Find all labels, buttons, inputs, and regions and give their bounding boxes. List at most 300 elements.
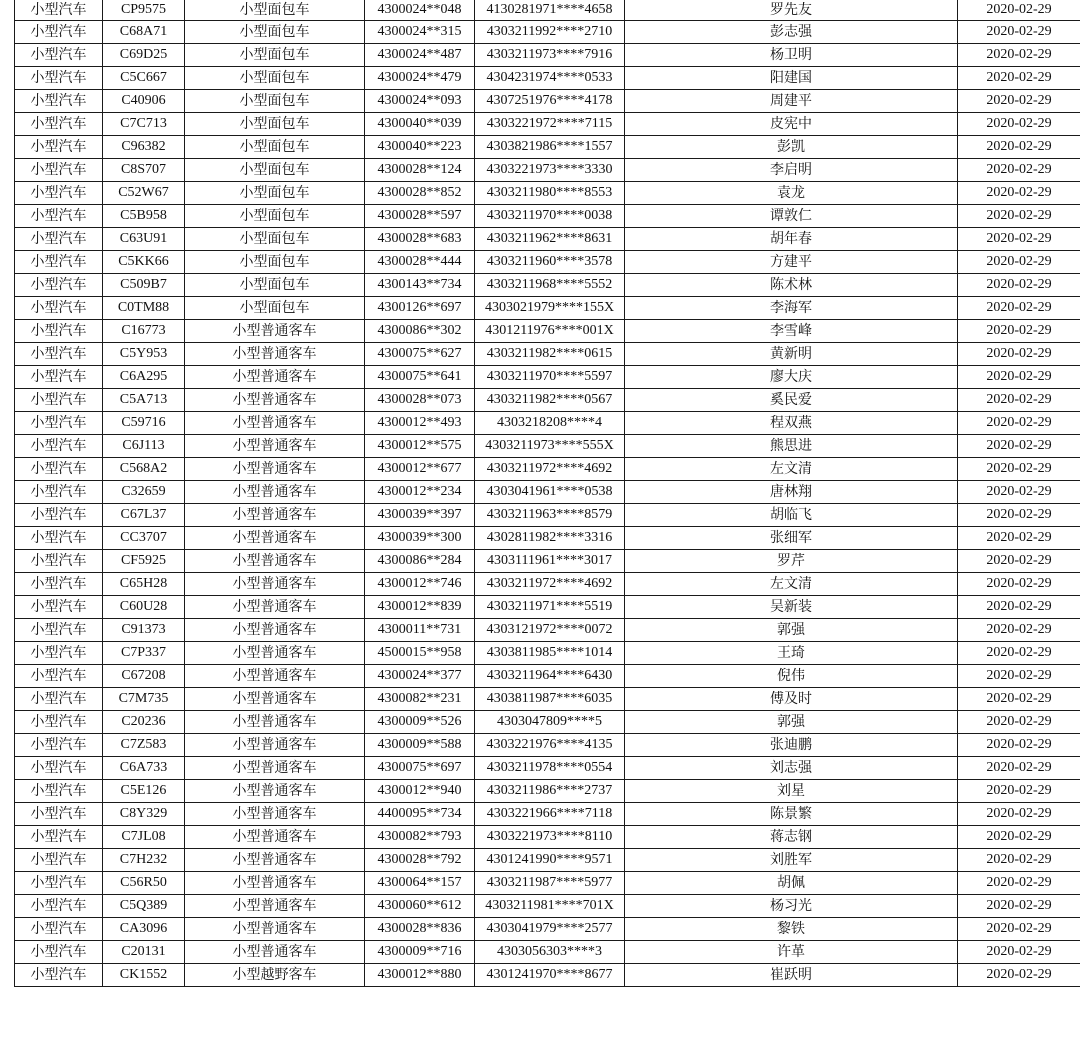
plate-number-cell: C6A295: [103, 366, 185, 389]
document-number-cell: 4300009**716: [365, 941, 475, 964]
document-number-cell: 4300040**039: [365, 113, 475, 136]
id-number-cell: 4303121972****0072: [475, 619, 625, 642]
plate-number-cell: C16773: [103, 320, 185, 343]
plate-number-cell: C67L37: [103, 504, 185, 527]
plate-number-cell: C7H232: [103, 849, 185, 872]
vehicle-type-cell: 小型面包车: [185, 159, 365, 182]
vehicle-type-cell: 小型普通客车: [185, 573, 365, 596]
table-row: [15, 458, 1080, 481]
vehicle-class-cell: 小型汽车: [15, 343, 103, 366]
date-cell: 2020-02-29: [958, 435, 1080, 458]
document-number-cell: 4300024**315: [365, 21, 475, 44]
document-number-cell: 4300028**073: [365, 389, 475, 412]
vehicle-class-cell: 小型汽车: [15, 573, 103, 596]
date-cell: 2020-02-29: [958, 320, 1080, 343]
vehicle-type-cell: 小型普通客车: [185, 366, 365, 389]
owner-name-cell: 刘星: [625, 780, 958, 803]
document-number-cell: 4300012**746: [365, 573, 475, 596]
vehicle-type-cell: 小型面包车: [185, 136, 365, 159]
plate-number-cell: C91373: [103, 619, 185, 642]
document-number-cell: 4500015**958: [365, 642, 475, 665]
table-row: [15, 0, 1080, 21]
owner-name-cell: 程双燕: [625, 412, 958, 435]
plate-number-cell: C32659: [103, 481, 185, 504]
date-cell: 2020-02-29: [958, 113, 1080, 136]
vehicle-record-table: [14, 0, 1080, 987]
table-row: [15, 113, 1080, 136]
table-row: [15, 872, 1080, 895]
owner-name-cell: 胡年春: [625, 228, 958, 251]
document-number-cell: 4300024**487: [365, 44, 475, 67]
document-number-cell: 4400095**734: [365, 803, 475, 826]
vehicle-class-cell: 小型汽车: [15, 711, 103, 734]
table-row: [15, 757, 1080, 780]
vehicle-class-cell: 小型汽车: [15, 274, 103, 297]
owner-name-cell: 陈景繁: [625, 803, 958, 826]
table-row: [15, 573, 1080, 596]
plate-number-cell: CK1552: [103, 964, 185, 987]
table-row: [15, 918, 1080, 941]
id-number-cell: 4303111961****3017: [475, 550, 625, 573]
date-cell: 2020-02-29: [958, 90, 1080, 113]
vehicle-class-cell: 小型汽车: [15, 918, 103, 941]
plate-number-cell: CF5925: [103, 550, 185, 573]
vehicle-type-cell: 小型面包车: [185, 205, 365, 228]
plate-number-cell: C5Q389: [103, 895, 185, 918]
owner-name-cell: 吴新装: [625, 596, 958, 619]
vehicle-class-cell: 小型汽车: [15, 688, 103, 711]
id-number-cell: 4307251976****4178: [475, 90, 625, 113]
table-row: [15, 964, 1080, 987]
document-number-cell: 4300012**575: [365, 435, 475, 458]
table-row: [15, 481, 1080, 504]
id-number-cell: 4303211972****4692: [475, 458, 625, 481]
vehicle-type-cell: 小型普通客车: [185, 389, 365, 412]
id-number-cell: 4303211972****4692: [475, 573, 625, 596]
document-number-cell: 4300009**526: [365, 711, 475, 734]
owner-name-cell: 胡佩: [625, 872, 958, 895]
document-number-cell: 4300012**493: [365, 412, 475, 435]
vehicle-type-cell: 小型普通客车: [185, 550, 365, 573]
document-number-cell: 4300024**048: [365, 0, 475, 21]
plate-number-cell: C69D25: [103, 44, 185, 67]
vehicle-class-cell: 小型汽车: [15, 803, 103, 826]
table-row: [15, 366, 1080, 389]
date-cell: 2020-02-29: [958, 458, 1080, 481]
table-row: [15, 44, 1080, 67]
document-number-cell: 4300075**697: [365, 757, 475, 780]
date-cell: 2020-02-29: [958, 274, 1080, 297]
table-row: [15, 504, 1080, 527]
table-row: [15, 159, 1080, 182]
vehicle-class-cell: 小型汽车: [15, 412, 103, 435]
vehicle-class-cell: 小型汽车: [15, 941, 103, 964]
id-number-cell: 4303211964****6430: [475, 665, 625, 688]
date-cell: 2020-02-29: [958, 849, 1080, 872]
vehicle-class-cell: 小型汽车: [15, 458, 103, 481]
table-row: [15, 803, 1080, 826]
table-row: [15, 205, 1080, 228]
document-number-cell: 4300028**836: [365, 918, 475, 941]
vehicle-class-cell: 小型汽车: [15, 596, 103, 619]
owner-name-cell: 彭凯: [625, 136, 958, 159]
vehicle-type-cell: 小型普通客车: [185, 757, 365, 780]
plate-number-cell: C59716: [103, 412, 185, 435]
vehicle-class-cell: 小型汽车: [15, 44, 103, 67]
table-row: [15, 941, 1080, 964]
date-cell: 2020-02-29: [958, 711, 1080, 734]
id-number-cell: 4303211960****3578: [475, 251, 625, 274]
plate-number-cell: C509B7: [103, 274, 185, 297]
vehicle-type-cell: 小型普通客车: [185, 320, 365, 343]
plate-number-cell: C63U91: [103, 228, 185, 251]
date-cell: 2020-02-29: [958, 343, 1080, 366]
vehicle-class-cell: 小型汽车: [15, 435, 103, 458]
id-number-cell: 4303221973****8110: [475, 826, 625, 849]
owner-name-cell: 李雪峰: [625, 320, 958, 343]
date-cell: 2020-02-29: [958, 366, 1080, 389]
table-row: [15, 320, 1080, 343]
owner-name-cell: 倪伟: [625, 665, 958, 688]
owner-name-cell: 傅及时: [625, 688, 958, 711]
table-row: [15, 182, 1080, 205]
id-number-cell: 4303211982****0567: [475, 389, 625, 412]
vehicle-type-cell: 小型面包车: [185, 0, 365, 21]
vehicle-type-cell: 小型普通客车: [185, 343, 365, 366]
vehicle-class-cell: 小型汽车: [15, 67, 103, 90]
table-row: [15, 527, 1080, 550]
id-number-cell: 4302811982****3316: [475, 527, 625, 550]
table-body: [15, 0, 1080, 987]
vehicle-class-cell: 小型汽车: [15, 895, 103, 918]
table-row: [15, 228, 1080, 251]
id-number-cell: 4303211982****0615: [475, 343, 625, 366]
plate-number-cell: C8S707: [103, 159, 185, 182]
vehicle-type-cell: 小型面包车: [185, 67, 365, 90]
date-cell: 2020-02-29: [958, 297, 1080, 320]
vehicle-type-cell: 小型普通客车: [185, 780, 365, 803]
vehicle-type-cell: 小型越野客车: [185, 964, 365, 987]
table-row: [15, 343, 1080, 366]
plate-number-cell: C7Z583: [103, 734, 185, 757]
owner-name-cell: 奚民爱: [625, 389, 958, 412]
owner-name-cell: 郭强: [625, 711, 958, 734]
date-cell: 2020-02-29: [958, 44, 1080, 67]
table-row: [15, 734, 1080, 757]
vehicle-class-cell: 小型汽车: [15, 297, 103, 320]
vehicle-class-cell: 小型汽车: [15, 619, 103, 642]
document-number-cell: 4300028**124: [365, 159, 475, 182]
date-cell: 2020-02-29: [958, 734, 1080, 757]
date-cell: 2020-02-29: [958, 159, 1080, 182]
plate-number-cell: C20236: [103, 711, 185, 734]
document-number-cell: 4300064**157: [365, 872, 475, 895]
document-number-cell: 4300028**444: [365, 251, 475, 274]
vehicle-class-cell: 小型汽车: [15, 964, 103, 987]
id-number-cell: 4303056303****3: [475, 941, 625, 964]
owner-name-cell: 杨习光: [625, 895, 958, 918]
document-number-cell: 4300075**627: [365, 343, 475, 366]
owner-name-cell: 罗先友: [625, 0, 958, 21]
owner-name-cell: 陈术林: [625, 274, 958, 297]
document-number-cell: 4300012**880: [365, 964, 475, 987]
owner-name-cell: 郭强: [625, 619, 958, 642]
date-cell: 2020-02-29: [958, 895, 1080, 918]
date-cell: 2020-02-29: [958, 412, 1080, 435]
vehicle-class-cell: 小型汽车: [15, 642, 103, 665]
plate-number-cell: C60U28: [103, 596, 185, 619]
plate-number-cell: C8Y329: [103, 803, 185, 826]
date-cell: 2020-02-29: [958, 389, 1080, 412]
plate-number-cell: CA3096: [103, 918, 185, 941]
owner-name-cell: 黎铁: [625, 918, 958, 941]
date-cell: 2020-02-29: [958, 642, 1080, 665]
vehicle-type-cell: 小型面包车: [185, 21, 365, 44]
document-number-cell: 4300082**793: [365, 826, 475, 849]
owner-name-cell: 李启明: [625, 159, 958, 182]
id-number-cell: 4303047809****5: [475, 711, 625, 734]
vehicle-class-cell: 小型汽车: [15, 21, 103, 44]
plate-number-cell: C7M735: [103, 688, 185, 711]
plate-number-cell: CC3707: [103, 527, 185, 550]
date-cell: 2020-02-29: [958, 872, 1080, 895]
date-cell: 2020-02-29: [958, 918, 1080, 941]
owner-name-cell: 皮宪中: [625, 113, 958, 136]
owner-name-cell: 刘胜军: [625, 849, 958, 872]
date-cell: 2020-02-29: [958, 803, 1080, 826]
record-table-container: [14, 0, 1080, 987]
table-row: [15, 711, 1080, 734]
vehicle-type-cell: 小型普通客车: [185, 826, 365, 849]
vehicle-type-cell: 小型面包车: [185, 251, 365, 274]
vehicle-type-cell: 小型普通客车: [185, 527, 365, 550]
document-number-cell: 4300011**731: [365, 619, 475, 642]
plate-number-cell: C68A71: [103, 21, 185, 44]
owner-name-cell: 周建平: [625, 90, 958, 113]
plate-number-cell: C40906: [103, 90, 185, 113]
id-number-cell: 4301241970****8677: [475, 964, 625, 987]
id-number-cell: 4303041961****0538: [475, 481, 625, 504]
id-number-cell: 4303211973****555X: [475, 435, 625, 458]
id-number-cell: 4303211973****7916: [475, 44, 625, 67]
date-cell: 2020-02-29: [958, 251, 1080, 274]
document-number-cell: 4300039**300: [365, 527, 475, 550]
vehicle-type-cell: 小型面包车: [185, 90, 365, 113]
date-cell: 2020-02-29: [958, 481, 1080, 504]
vehicle-class-cell: 小型汽车: [15, 780, 103, 803]
vehicle-class-cell: 小型汽车: [15, 251, 103, 274]
id-number-cell: 4303211987****5977: [475, 872, 625, 895]
vehicle-type-cell: 小型面包车: [185, 297, 365, 320]
date-cell: 2020-02-29: [958, 964, 1080, 987]
vehicle-type-cell: 小型普通客车: [185, 435, 365, 458]
owner-name-cell: 胡临飞: [625, 504, 958, 527]
vehicle-type-cell: 小型普通客车: [185, 872, 365, 895]
date-cell: 2020-02-29: [958, 205, 1080, 228]
plate-number-cell: C5C667: [103, 67, 185, 90]
owner-name-cell: 袁龙: [625, 182, 958, 205]
owner-name-cell: 罗芹: [625, 550, 958, 573]
owner-name-cell: 谭敦仁: [625, 205, 958, 228]
vehicle-class-cell: 小型汽车: [15, 90, 103, 113]
vehicle-class-cell: 小型汽车: [15, 228, 103, 251]
table-row: [15, 550, 1080, 573]
vehicle-class-cell: 小型汽车: [15, 665, 103, 688]
vehicle-type-cell: 小型面包车: [185, 182, 365, 205]
plate-number-cell: C7C713: [103, 113, 185, 136]
document-number-cell: 4300075**641: [365, 366, 475, 389]
table-row: [15, 136, 1080, 159]
vehicle-class-cell: 小型汽车: [15, 849, 103, 872]
id-number-cell: 4303221966****7118: [475, 803, 625, 826]
plate-number-cell: C67208: [103, 665, 185, 688]
owner-name-cell: 张迪鹏: [625, 734, 958, 757]
document-number-cell: 4300028**852: [365, 182, 475, 205]
plate-number-cell: C5KK66: [103, 251, 185, 274]
plate-number-cell: C5Y953: [103, 343, 185, 366]
vehicle-class-cell: 小型汽车: [15, 113, 103, 136]
owner-name-cell: 蒋志钢: [625, 826, 958, 849]
plate-number-cell: C52W67: [103, 182, 185, 205]
plate-number-cell: C0TM88: [103, 297, 185, 320]
date-cell: 2020-02-29: [958, 67, 1080, 90]
id-number-cell: 4303811987****6035: [475, 688, 625, 711]
date-cell: 2020-02-29: [958, 527, 1080, 550]
document-number-cell: 4300009**588: [365, 734, 475, 757]
vehicle-type-cell: 小型普通客车: [185, 481, 365, 504]
id-number-cell: 4303041979****2577: [475, 918, 625, 941]
vehicle-type-cell: 小型面包车: [185, 274, 365, 297]
owner-name-cell: 熊思进: [625, 435, 958, 458]
owner-name-cell: 彭志强: [625, 21, 958, 44]
id-number-cell: 4303211992****2710: [475, 21, 625, 44]
owner-name-cell: 黄新明: [625, 343, 958, 366]
vehicle-type-cell: 小型面包车: [185, 228, 365, 251]
vehicle-type-cell: 小型普通客车: [185, 619, 365, 642]
vehicle-class-cell: 小型汽车: [15, 159, 103, 182]
vehicle-class-cell: 小型汽车: [15, 734, 103, 757]
plate-number-cell: C65H28: [103, 573, 185, 596]
date-cell: 2020-02-29: [958, 228, 1080, 251]
plate-number-cell: C7P337: [103, 642, 185, 665]
document-number-cell: 4300028**597: [365, 205, 475, 228]
id-number-cell: 4303211971****5519: [475, 596, 625, 619]
id-number-cell: 4303211986****2737: [475, 780, 625, 803]
date-cell: 2020-02-29: [958, 182, 1080, 205]
plate-number-cell: C6A733: [103, 757, 185, 780]
vehicle-class-cell: 小型汽车: [15, 136, 103, 159]
vehicle-class-cell: 小型汽车: [15, 504, 103, 527]
date-cell: 2020-02-29: [958, 826, 1080, 849]
id-number-cell: 4303211981****701X: [475, 895, 625, 918]
date-cell: 2020-02-29: [958, 136, 1080, 159]
vehicle-class-cell: 小型汽车: [15, 205, 103, 228]
owner-name-cell: 张细军: [625, 527, 958, 550]
vehicle-type-cell: 小型普通客车: [185, 895, 365, 918]
table-row: [15, 21, 1080, 44]
vehicle-class-cell: 小型汽车: [15, 389, 103, 412]
table-row: [15, 826, 1080, 849]
id-number-cell: 4303211970****0038: [475, 205, 625, 228]
document-number-cell: 4300012**234: [365, 481, 475, 504]
document-number-cell: 4300024**479: [365, 67, 475, 90]
table-row: [15, 389, 1080, 412]
table-row: [15, 895, 1080, 918]
date-cell: 2020-02-29: [958, 550, 1080, 573]
document-number-cell: 4300126**697: [365, 297, 475, 320]
table-row: [15, 688, 1080, 711]
vehicle-type-cell: 小型普通客车: [185, 596, 365, 619]
document-number-cell: 4300012**839: [365, 596, 475, 619]
vehicle-type-cell: 小型面包车: [185, 44, 365, 67]
id-number-cell: 4303211978****0554: [475, 757, 625, 780]
date-cell: 2020-02-29: [958, 757, 1080, 780]
owner-name-cell: 阳建国: [625, 67, 958, 90]
vehicle-class-cell: 小型汽车: [15, 182, 103, 205]
vehicle-type-cell: 小型普通客车: [185, 665, 365, 688]
id-number-cell: 4303211980****8553: [475, 182, 625, 205]
date-cell: 2020-02-29: [958, 688, 1080, 711]
id-number-cell: 4303811985****1014: [475, 642, 625, 665]
table-row: [15, 849, 1080, 872]
id-number-cell: 4303021979****155X: [475, 297, 625, 320]
plate-number-cell: C5A713: [103, 389, 185, 412]
document-number-cell: 4300086**284: [365, 550, 475, 573]
table-row: [15, 297, 1080, 320]
date-cell: 2020-02-29: [958, 780, 1080, 803]
plate-number-cell: CP9575: [103, 0, 185, 21]
document-number-cell: 4300028**792: [365, 849, 475, 872]
id-number-cell: 4303221973****3330: [475, 159, 625, 182]
date-cell: 2020-02-29: [958, 619, 1080, 642]
plate-number-cell: C20131: [103, 941, 185, 964]
table-row: [15, 435, 1080, 458]
table-row: [15, 90, 1080, 113]
document-number-cell: 4300012**940: [365, 780, 475, 803]
plate-number-cell: C568A2: [103, 458, 185, 481]
id-number-cell: 4303218208****4: [475, 412, 625, 435]
vehicle-type-cell: 小型普通客车: [185, 688, 365, 711]
id-number-cell: 4303221976****4135: [475, 734, 625, 757]
id-number-cell: 4303211970****5597: [475, 366, 625, 389]
vehicle-class-cell: 小型汽车: [15, 0, 103, 21]
table-row: [15, 67, 1080, 90]
table-row: [15, 780, 1080, 803]
table-row: [15, 619, 1080, 642]
owner-name-cell: 廖大庆: [625, 366, 958, 389]
table-row: [15, 412, 1080, 435]
vehicle-class-cell: 小型汽车: [15, 320, 103, 343]
vehicle-type-cell: 小型普通客车: [185, 734, 365, 757]
date-cell: 2020-02-29: [958, 665, 1080, 688]
document-number-cell: 4300024**377: [365, 665, 475, 688]
id-number-cell: 4303221972****7115: [475, 113, 625, 136]
vehicle-type-cell: 小型普通客车: [185, 504, 365, 527]
plate-number-cell: C5E126: [103, 780, 185, 803]
vehicle-type-cell: 小型面包车: [185, 113, 365, 136]
vehicle-type-cell: 小型普通客车: [185, 458, 365, 481]
vehicle-type-cell: 小型普通客车: [185, 412, 365, 435]
table-row: [15, 274, 1080, 297]
vehicle-type-cell: 小型普通客车: [185, 941, 365, 964]
id-number-cell: 4303211963****8579: [475, 504, 625, 527]
owner-name-cell: 左文清: [625, 458, 958, 481]
plate-number-cell: C6J113: [103, 435, 185, 458]
owner-name-cell: 李海军: [625, 297, 958, 320]
document-number-cell: 4300012**677: [365, 458, 475, 481]
vehicle-type-cell: 小型普通客车: [185, 711, 365, 734]
owner-name-cell: 方建平: [625, 251, 958, 274]
